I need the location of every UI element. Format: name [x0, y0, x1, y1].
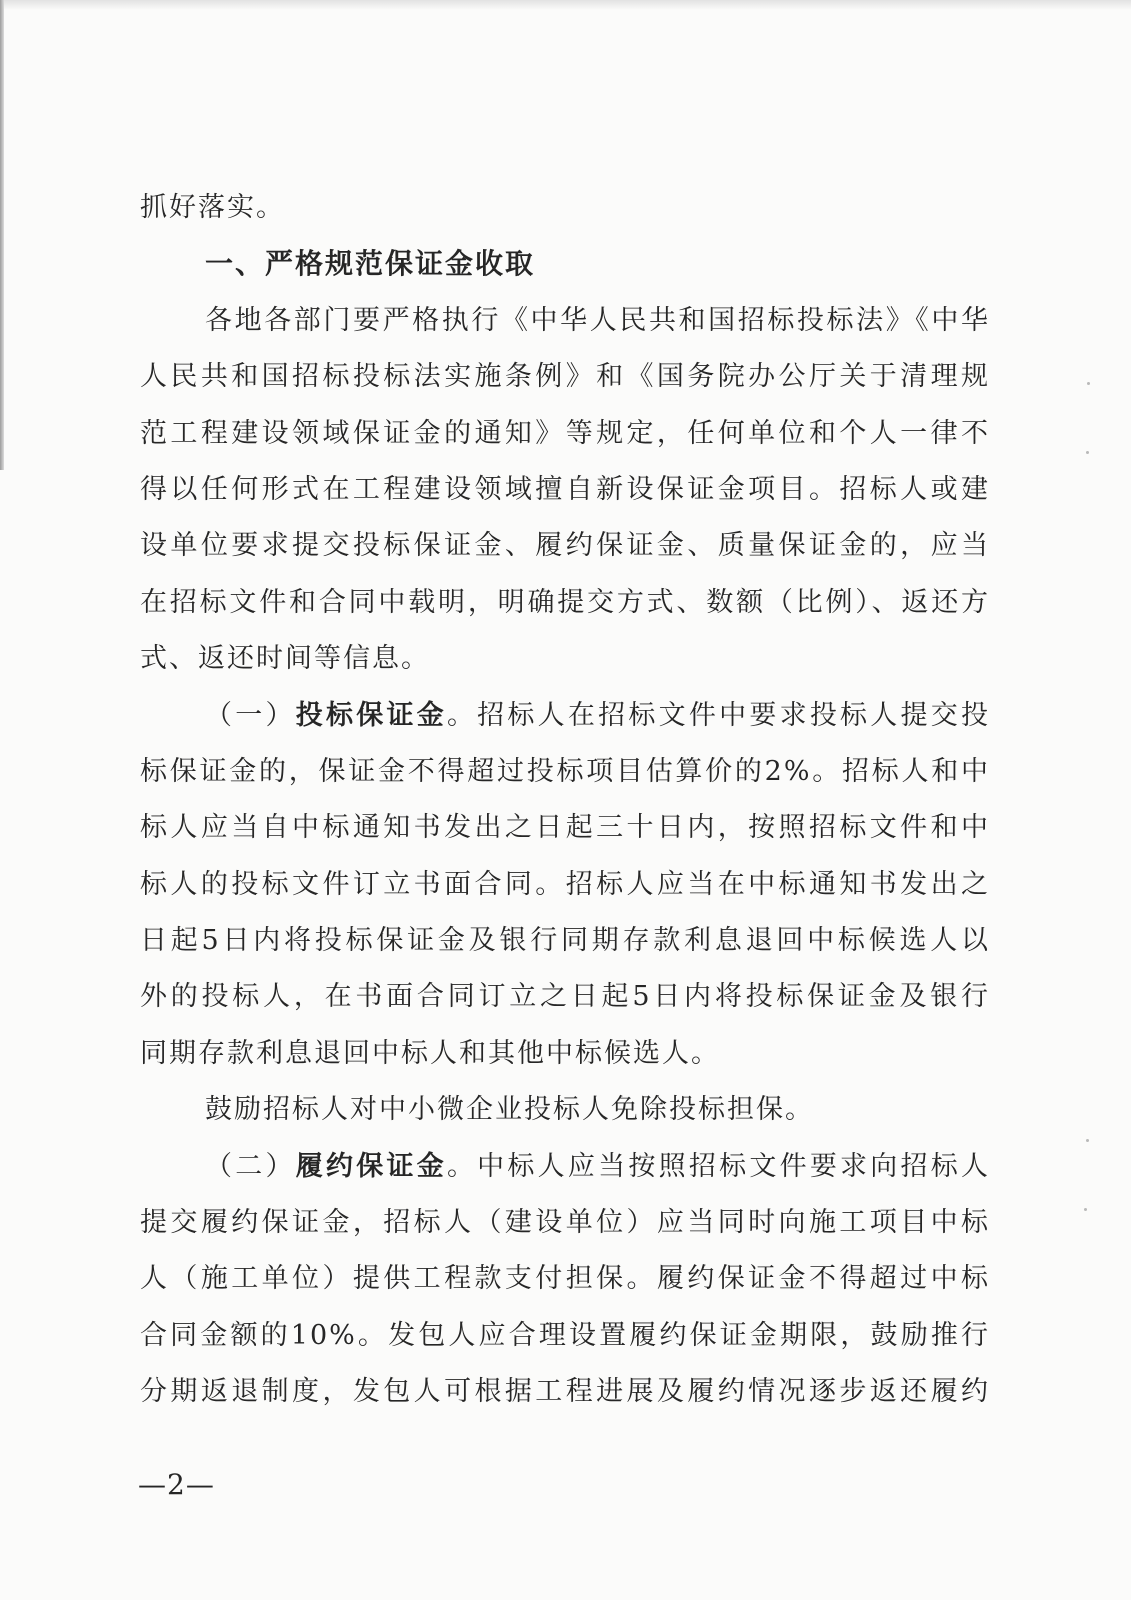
body-line: 分期返退制度，发包人可根据工程进展及履约情况逐步返还履约 [140, 1376, 990, 1408]
body-line: 标人应当自中标通知书发出之日起三十日内，按照招标文件和中 [140, 812, 990, 844]
body-line: 标保证金的，保证金不得超过投标项目估算价的2%。招标人和中 [140, 755, 990, 787]
body-line: 同期存款利息退回中标人和其他中标候选人。 [140, 1037, 720, 1069]
body-line: 日起5日内将投标保证金及银行同期存款利息退回中标候选人以 [140, 925, 990, 957]
paragraph-bid-deposit [140, 688, 990, 1083]
paragraph-performance-deposit [140, 1139, 990, 1421]
subsection-term: 投标保证金 [295, 699, 447, 731]
body-line: 鼓励招标人对中小微企业投标人免除投标担保。 [205, 1094, 814, 1126]
subsection-number: （二） [205, 1150, 296, 1182]
body-line: 各地各部门要严格执行《中华人民共和国招标投标法》《中华 [205, 304, 990, 336]
scan-speck [1086, 1139, 1089, 1142]
subsection-term: 履约保证金 [295, 1150, 447, 1182]
intro-line: 抓好落实。 [140, 192, 285, 223]
body-line: 在招标文件和合同中载明，明确提交方式、数额（比例）、返还方 [140, 586, 990, 618]
scan-speck [1084, 1208, 1087, 1211]
scan-top-shadow [0, 0, 1131, 10]
body-line: 提交履约保证金，招标人（建设单位）应当同时向施工项目中标 [140, 1207, 990, 1239]
body-line: 标人的投标文件订立书面合同。招标人应当在中标通知书发出之 [140, 868, 990, 900]
body-line: 人（施工单位）提供工程款支付担保。履约保证金不得超过中标 [140, 1263, 990, 1295]
subsection-text: 。招标人在招标文件中要求投标人提交投 [446, 699, 991, 731]
subsection-first-line [140, 688, 990, 744]
subsection-text: 。中标人应当按照招标文件要求向招标人 [446, 1150, 991, 1182]
body-line: 范工程建设领域保证金的通知》等规定，任何单位和个人一律不 [140, 417, 990, 449]
section-heading: 一、严格规范保证金收取 [205, 247, 536, 281]
body-line: 外的投标人，在书面合同订立之日起5日内将投标保证金及银行 [140, 981, 990, 1013]
paragraph-sme-exemption [140, 1082, 990, 1138]
body-line: 得以任何形式在工程建设领域擅自新设保证金项目。招标人或建 [140, 473, 990, 505]
scan-speck [1087, 382, 1090, 385]
subsection-number: （一） [205, 699, 296, 731]
subsection-first-line [140, 1139, 990, 1195]
body-line: 人民共和国招标投标法实施条例》和《国务院办公厅关于清理规 [140, 361, 990, 393]
document-body [140, 180, 990, 1421]
scan-speck [1086, 451, 1089, 454]
paragraph-regulations [140, 293, 990, 688]
body-line: 合同金额的10%。发包人应合理设置履约保证金期限，鼓励推行 [140, 1319, 990, 1351]
body-line: 式、返还时间等信息。 [140, 643, 430, 675]
page-number: —2— [138, 1468, 215, 1501]
body-line: 设单位要求提交投标保证金、履约保证金、质量保证金的，应当 [140, 530, 990, 562]
scan-left-edge [0, 0, 4, 470]
